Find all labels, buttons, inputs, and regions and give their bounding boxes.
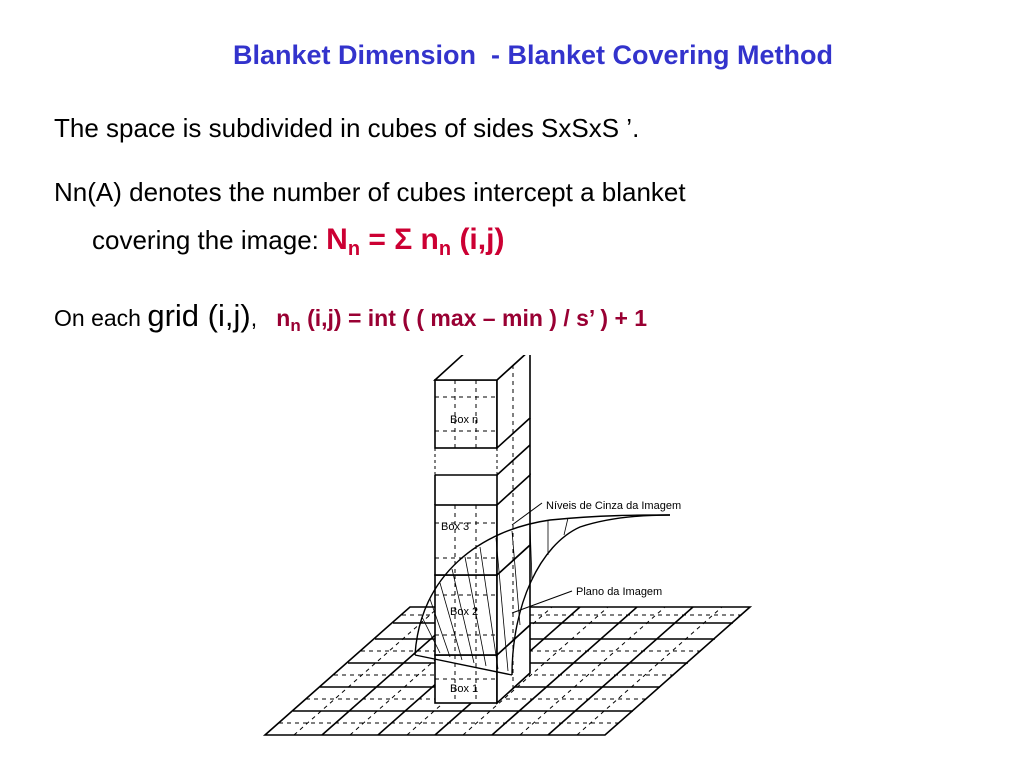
blanket-covering-figure [250,355,770,745]
label-image-plane: Plano da Imagem [576,586,663,598]
on-each-text: On each [54,305,148,331]
paragraph-cube-subdivision: The space is subdivided in cubes of sides SxSxS ’. [54,113,640,143]
nn-ij-formula [276,305,648,335]
formula-N-subscript: n [347,238,361,260]
formula-args: (i,j) [451,223,505,256]
nn-sum-formula [326,223,505,260]
formula2-n: n [276,305,291,331]
label-gray-levels: Níveis de Cinza da Imagem [546,500,682,512]
formula-N: N [326,223,348,256]
label-box-3: Box 3 [441,521,470,533]
comma-text: , [250,305,258,331]
grid-ij-text: grid (i,j) [147,298,251,333]
paragraph-nn-definition-line2 [92,224,504,265]
slide-title: Blanket Dimension - Blanket Covering Method [232,40,834,70]
label-box-2: Box 2 [450,606,479,618]
paragraph-nn-definition-line1: Nn(A) denotes the number of cubes intercept a blanket [54,177,686,207]
paragraph-grid-formula [54,300,647,342]
covering-image-text: covering the image: [92,225,327,255]
label-box-n: Box n [450,414,479,426]
formula2-n-subscript: n [290,316,301,335]
label-box-1: Box 1 [450,683,479,695]
formula-sigma-n: = Σ n [360,223,439,256]
formula-n-subscript: n [438,238,452,260]
formula2-rest: (i,j) = int ( ( max – min ) / s’ ) + 1 [300,305,648,331]
